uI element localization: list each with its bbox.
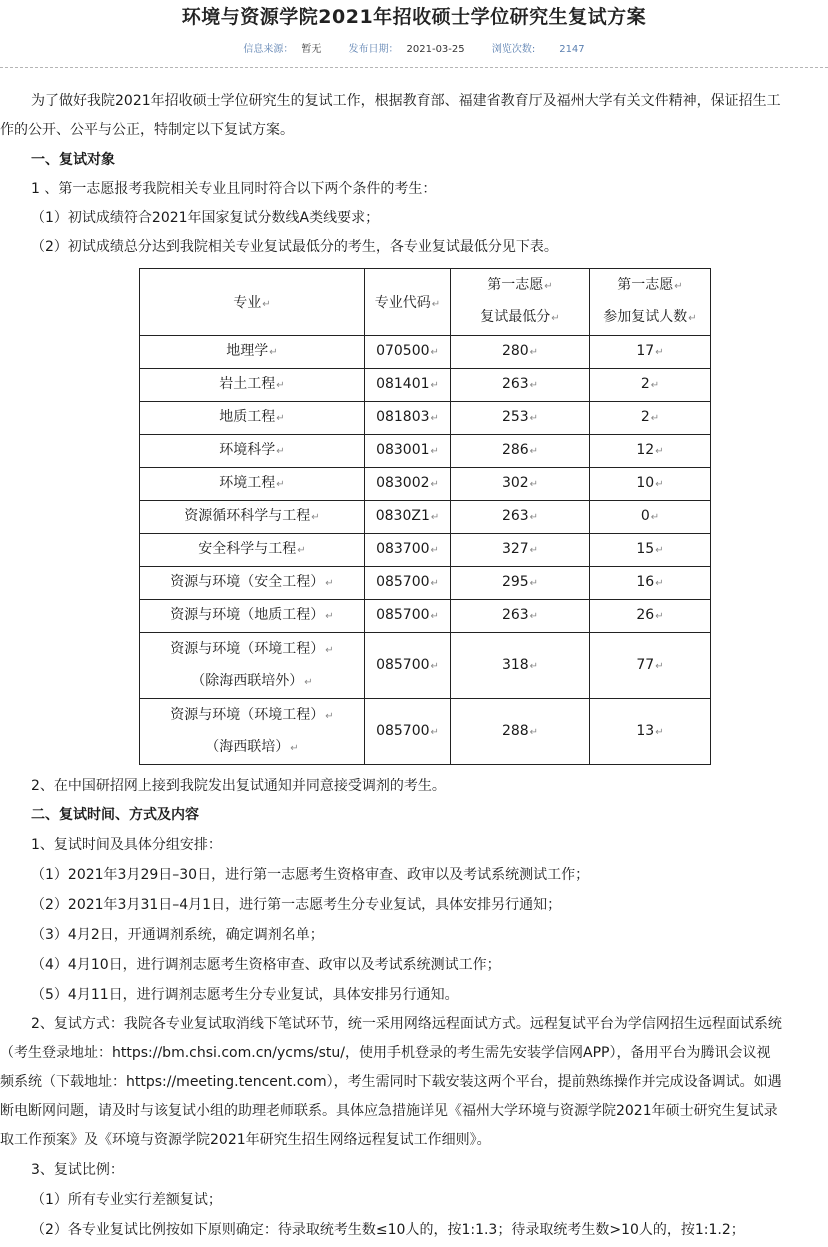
table-row (140, 600, 711, 633)
ratio-item-2: （2）各专业复试比例按如下原则确定：待录取统考生数≤10人的，按1:1.3；待录取统考生数>10人的，按1:1.2； (31, 1222, 745, 1238)
source-info: 信息来源： 暂无 (243, 44, 322, 55)
cell-major: 安全科学与工程↵ (140, 534, 365, 567)
cell-code: 083700↵ (365, 534, 451, 567)
schedule-item-4: （4）4月10日，进行调剂志愿考生资格审查、政审以及考试系统测试工作； (31, 957, 501, 973)
cell-count: 2↵ (590, 369, 711, 402)
method-line-2: （考生登录地址：https://bm.chsi.com.cn/ycms/stu/，使用手机登录的考生需先安装学信网APP），备用平台为腾讯会议视 (0, 1045, 771, 1061)
title-divider (0, 67, 828, 68)
cell-score: 327↵ (451, 534, 590, 567)
cell-score: 288↵ (451, 699, 590, 765)
table-row (140, 633, 711, 699)
cell-major: 地理学↵ (140, 336, 365, 369)
cell-major: 资源与环境（环境工程）↵ （除海西联培外）↵ (140, 633, 365, 699)
intro-paragraph-line-1: 为了做好我院2021年招收硕士学位研究生的复试工作，根据教育部、福建省教育厅及福州大学有关文件精神，保证招生工 (31, 93, 781, 109)
ratio-item-1: （1）所有专业实行差额复试； (31, 1192, 222, 1208)
cell-count: 10↵ (590, 468, 711, 501)
section-1-condition-1: （1）初试成绩符合2021年国家复试分数线A类线要求； (31, 210, 380, 226)
cell-count: 26↵ (590, 600, 711, 633)
section-1-item-1: 1 、第一志愿报考我院相关专业且同时符合以下两个条件的考生： (31, 181, 437, 197)
cell-major: 环境科学↵ (140, 435, 365, 468)
cell-score: 318↵ (451, 633, 590, 699)
method-line-3: 频系统（下载地址：https://meeting.tencent.com），考生需同时下载安装这两个平台，提前熟练操作并完成设备调试。如遇 (0, 1074, 782, 1090)
schedule-item-3: （3）4月2日，开通调剂系统，确定调剂名单； (31, 927, 324, 943)
table-row (140, 402, 711, 435)
schedule-item-2: （2）2021年3月31日–4月1日，进行第一志愿考生分专业复试，具体安排另行通知； (31, 897, 562, 913)
cell-major: 资源与环境（环境工程）↵ （海西联培）↵ (140, 699, 365, 765)
table-row (140, 468, 711, 501)
table-row (140, 501, 711, 534)
section-2-heading: 二、复试时间、方式及内容 (31, 807, 199, 823)
section-1-heading: 一、复试对象 (31, 152, 115, 168)
ratio-heading: 3、复试比例： (31, 1162, 124, 1178)
view-count: 浏览次数: 2147 (491, 44, 585, 55)
cell-score: 253↵ (451, 402, 590, 435)
table-row (140, 435, 711, 468)
table-row (140, 699, 711, 765)
cell-major: 资源与环境（安全工程）↵ (140, 567, 365, 600)
cell-code: 085700↵ (365, 699, 451, 765)
cell-count: 77↵ (590, 633, 711, 699)
cell-major: 地质工程↵ (140, 402, 365, 435)
method-line-4: 断电断网问题，请及时与该复试小组的助理老师联系。具体应急措施详见《福州大学环境与资源学院2021年硕士研究生复试录 (0, 1103, 778, 1119)
cell-code: 083001↵ (365, 435, 451, 468)
cell-code: 085700↵ (365, 600, 451, 633)
cell-score: 263↵ (451, 501, 590, 534)
cell-score: 263↵ (451, 369, 590, 402)
min-score-table (139, 268, 711, 765)
cell-code: 0830Z1↵ (365, 501, 451, 534)
section-1-item-2: 2、在中国研招网上接到我院发出复试通知并同意接受调剂的考生。 (31, 778, 446, 794)
schedule-item-5: （5）4月11日，进行调剂志愿考生分专业复试，具体安排另行通知。 (31, 987, 459, 1003)
article-meta (0, 40, 828, 55)
cell-code: 070500↵ (365, 336, 451, 369)
cell-count: 17↵ (590, 336, 711, 369)
cell-major: 资源循环科学与工程↵ (140, 501, 365, 534)
header-min-score: 第一志愿↵ 复试最低分↵ (451, 269, 590, 336)
intro-paragraph-line-2: 作的公开、公平与公正，特制定以下复试方案。 (0, 122, 294, 138)
table-row (140, 336, 711, 369)
cell-count: 16↵ (590, 567, 711, 600)
method-line-5: 取工作预案》及《环境与资源学院2021年研究生招生网络远程复试工作细则》。 (0, 1132, 491, 1148)
cell-code: 085700↵ (365, 567, 451, 600)
table-header-row (140, 269, 711, 336)
method-line-1: 2、复试方式：我院各专业复试取消线下笔试环节，统一采用网络远程面试方式。远程复试平台为学信网招生远程面试系统 (31, 1016, 782, 1032)
header-count: 第一志愿↵ 参加复试人数↵ (590, 269, 711, 336)
cell-code: 085700↵ (365, 633, 451, 699)
cell-score: 263↵ (451, 600, 590, 633)
cell-score: 302↵ (451, 468, 590, 501)
cell-count: 0↵ (590, 501, 711, 534)
publish-date: 发布日期： 2021-03-25 (348, 44, 465, 55)
cell-score: 280↵ (451, 336, 590, 369)
cell-major: 资源与环境（地质工程）↵ (140, 600, 365, 633)
header-code: 专业代码↵ (365, 269, 451, 336)
cell-code: 081401↵ (365, 369, 451, 402)
cell-count: 13↵ (590, 699, 711, 765)
cell-code: 081803↵ (365, 402, 451, 435)
cell-score: 295↵ (451, 567, 590, 600)
section-2-item-1: 1、复试时间及具体分组安排： (31, 837, 222, 853)
cell-score: 286↵ (451, 435, 590, 468)
cell-count: 15↵ (590, 534, 711, 567)
schedule-item-1: （1）2021年3月29日–30日，进行第一志愿考生资格审查、政审以及考试系统测试工作； (31, 867, 590, 883)
table-row (140, 534, 711, 567)
article-title: 环境与资源学院2021年招收硕士学位研究生复试方案 (181, 6, 647, 28)
cell-count: 2↵ (590, 402, 711, 435)
section-1-condition-2: （2）初试成绩总分达到我院相关专业复试最低分的考生，各专业复试最低分见下表。 (31, 239, 558, 255)
table-row (140, 369, 711, 402)
cell-count: 12↵ (590, 435, 711, 468)
cell-major: 环境工程↵ (140, 468, 365, 501)
cell-code: 083002↵ (365, 468, 451, 501)
table-row (140, 567, 711, 600)
cell-major: 岩土工程↵ (140, 369, 365, 402)
header-major: 专业↵ (140, 269, 365, 336)
